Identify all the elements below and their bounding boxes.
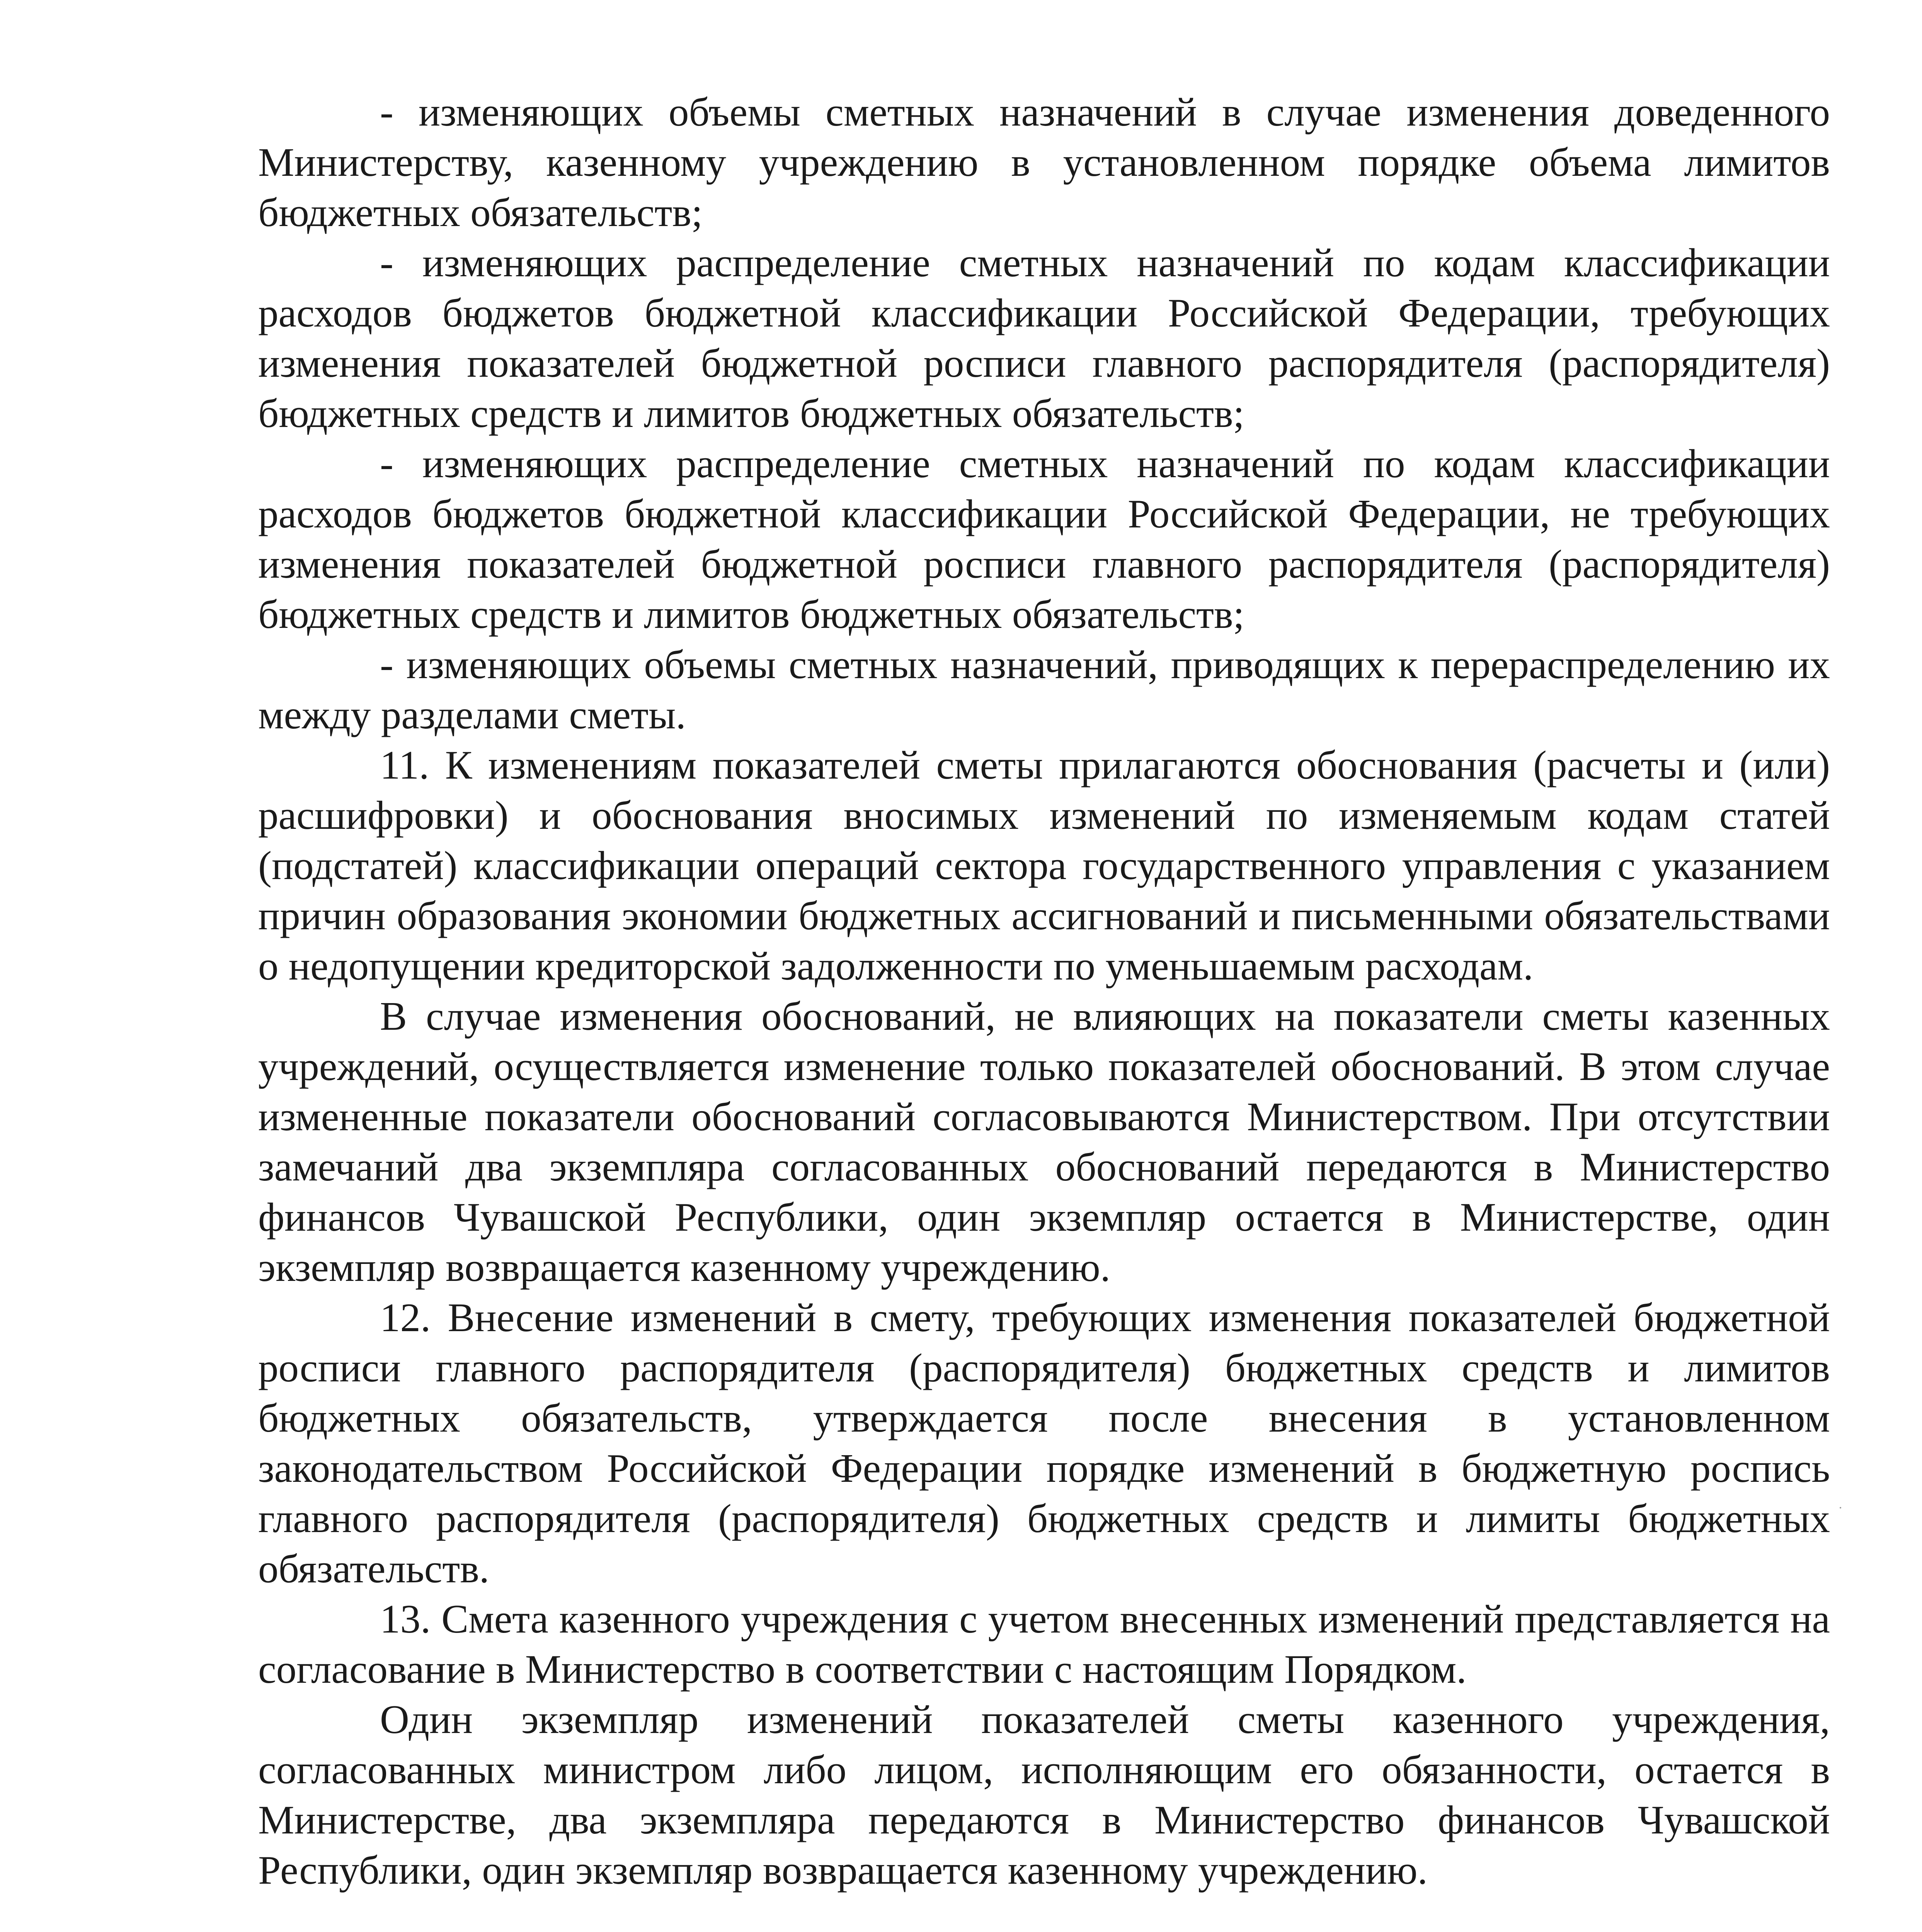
paragraph-bullet-requiring-changes: - изменяющих распределение сметных назначений по кодам классификации расходов бюджетов бюджетной классификации Российской Федерации, требующих изменения показателей бюджетной росписи главного распорядителя (распорядителя) бюджетных средств и лимитов бюджетных обязательств;	[258, 240, 1830, 436]
paragraph-item-11: 11. К изменениям показателей сметы прилагаются обоснования (расчеты и (или) расшифровки) и обоснования вносимых изменений по изменяемым кодам статей (подстатей) классификации операций сектора государственного управления с указанием причин образования экономии бюджетных ассигнований и письменными обязательствами о недопущении кредиторской задолженности по уменьшаемым расходам.	[258, 742, 1830, 988]
paragraph-bullet-not-requiring-changes: - изменяющих распределение сметных назначений по кодам классификации расходов бюджетов бюджетной классификации Российской Федерации, не требующих изменения показателей бюджетной росписи главного распорядителя (распорядителя) бюджетных средств и лимитов бюджетных обязательств;	[258, 441, 1830, 637]
paragraph-item-13: 13. Смета казенного учреждения с учетом внесенных изменений представляется на согласование в Министерство в соответствии с настоящим Порядком.	[258, 1596, 1830, 1692]
paragraph-bullet-redistribution: - изменяющих объемы сметных назначений, приводящих к перераспределению их между разделами сметы.	[258, 642, 1830, 737]
document-body	[258, 87, 1830, 1895]
paragraph-justification-changes: В случае изменения обоснований, не влияющих на показатели сметы казенных учреждений, осуществляется изменение только показателей обоснований. В этом случае измененные показатели обоснований согласовываются Министерством. При отсутствии замечаний два экземпляра согласованных обоснований передаются в Министерство финансов Чувашской Республики, один экземпляр остается в Министерстве, один экземпляр возвращается казенному учреждению.	[258, 993, 1830, 1290]
scan-speck	[1840, 1507, 1841, 1509]
paragraph-item-12: 12. Внесение изменений в смету, требующих изменения показателей бюджетной росписи главного распорядителя (распорядителя) бюджетных средств и лимитов бюджетных обязательств, утверждается после внесения в установленном законодательством Российской Федерации порядке изменений в бюджетную роспись главного распорядителя (распорядителя) бюджетных средств и лимиты бюджетных обязательств.	[258, 1295, 1830, 1591]
paragraph-copies-distribution: Один экземпляр изменений показателей сметы казенного учреждения, согласованных министром либо лицом, исполняющим его обязанности, остается в Министерстве, два экземпляра передаются в Министерство финансов Чувашской Республики, один экземпляр возвращается казенному учреждению.	[258, 1697, 1830, 1893]
paragraph-bullet-limits: - изменяющих объемы сметных назначений в случае изменения доведенного Министерству, казенному учреждению в установленном порядке объема лимитов бюджетных обязательств;	[258, 89, 1830, 235]
